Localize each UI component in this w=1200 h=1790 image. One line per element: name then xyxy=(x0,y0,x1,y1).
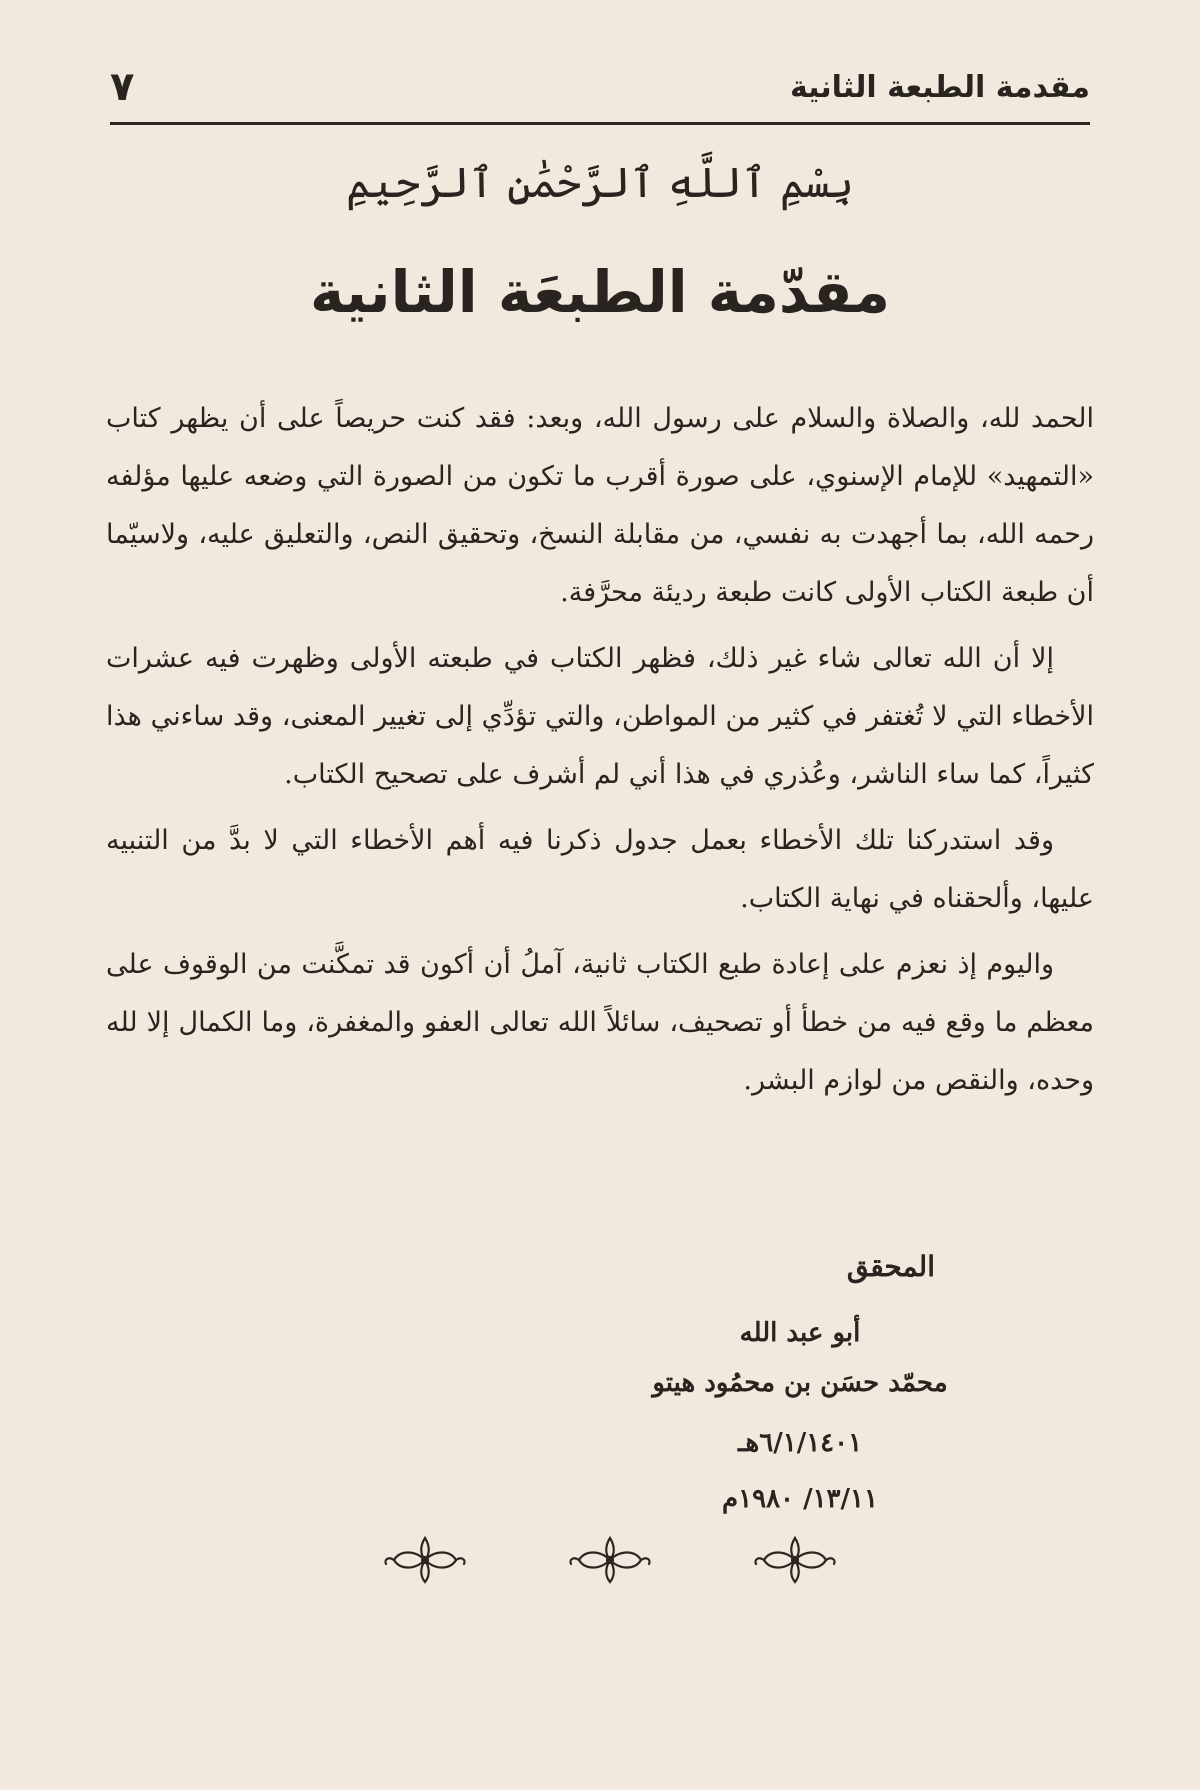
floral-divider-icon xyxy=(380,1530,470,1590)
paragraph-3: وقد استدركنا تلك الأخطاء بعمل جدول ذكرنا فيه أهم الأخطاء التي لا بدَّ من التنبيه عليها، وألحقناه في نهاية الكتاب. xyxy=(106,825,1094,914)
signature-role: المحقق xyxy=(846,1250,935,1283)
basmala: بِسْمِ ٱللَّهِ ٱلرَّحْمَٰنِ ٱلرَّحِيمِ xyxy=(346,158,854,207)
signature-kunya: أبو عبد الله xyxy=(739,1318,861,1348)
page-title: مقدّمة الطبعَة الثانية xyxy=(309,258,891,326)
running-title: مقدمة الطبعة الثانية xyxy=(789,70,1090,105)
body-text xyxy=(106,390,1094,1110)
paragraph-2: إلا أن الله تعالى شاء غير ذلك، فظهر الكتاب في طبعته الأولى وظهرت فيه عشرات الأخطاء التي لا تُغتفر في كثير من المواطن، والتي تؤدِّي إلى تغيير المعنى، وقد ساءني هذا كثيراً، كما ساء الناشر، وعُذري في هذا أني لم أشرف على تصحيح الكتاب. xyxy=(106,643,1094,790)
paragraph-1: الحمد لله، والصلاة والسلام على رسول الله، وبعد: فقد كنت حريصاً على أن يظهر كتاب «التمهيد» للإمام الإسنوي، على صورة أقرب ما تكون من الصورة التي وضعه عليها مؤلفه رحمه الله، بما أجهدت به نفسي، من مقابلة النسخ، وتحقيق النص، والتعليق عليه، ولاسيّما أن طبعة الكتاب الأولى كانت طبعة رديئة محرَّفة. xyxy=(106,403,1094,608)
ornament-divider xyxy=(380,1530,840,1600)
signature-name: محمّد حسَن بن محمُود هيتو xyxy=(652,1368,948,1398)
page-number: ٧ xyxy=(110,64,135,110)
running-header xyxy=(110,62,1090,125)
hijri-date: ٦/١/١٤٠١هـ xyxy=(737,1428,863,1458)
gregorian-date: ١٣/١١/ ١٩٨٠م xyxy=(722,1484,878,1514)
paragraph-4: واليوم إذ نعزم على إعادة طبع الكتاب ثانية، آملُ أن أكون قد تمكَّنت من الوقوف على معظم ما وقع فيه من خطأ أو تصحيف، سائلاً الله تعالى العفو والمغفرة، وما الكمال إلا لله وحده، والنقص من لوازم البشر. xyxy=(106,949,1094,1096)
floral-divider-icon xyxy=(565,1530,655,1590)
floral-divider-icon xyxy=(750,1530,840,1590)
